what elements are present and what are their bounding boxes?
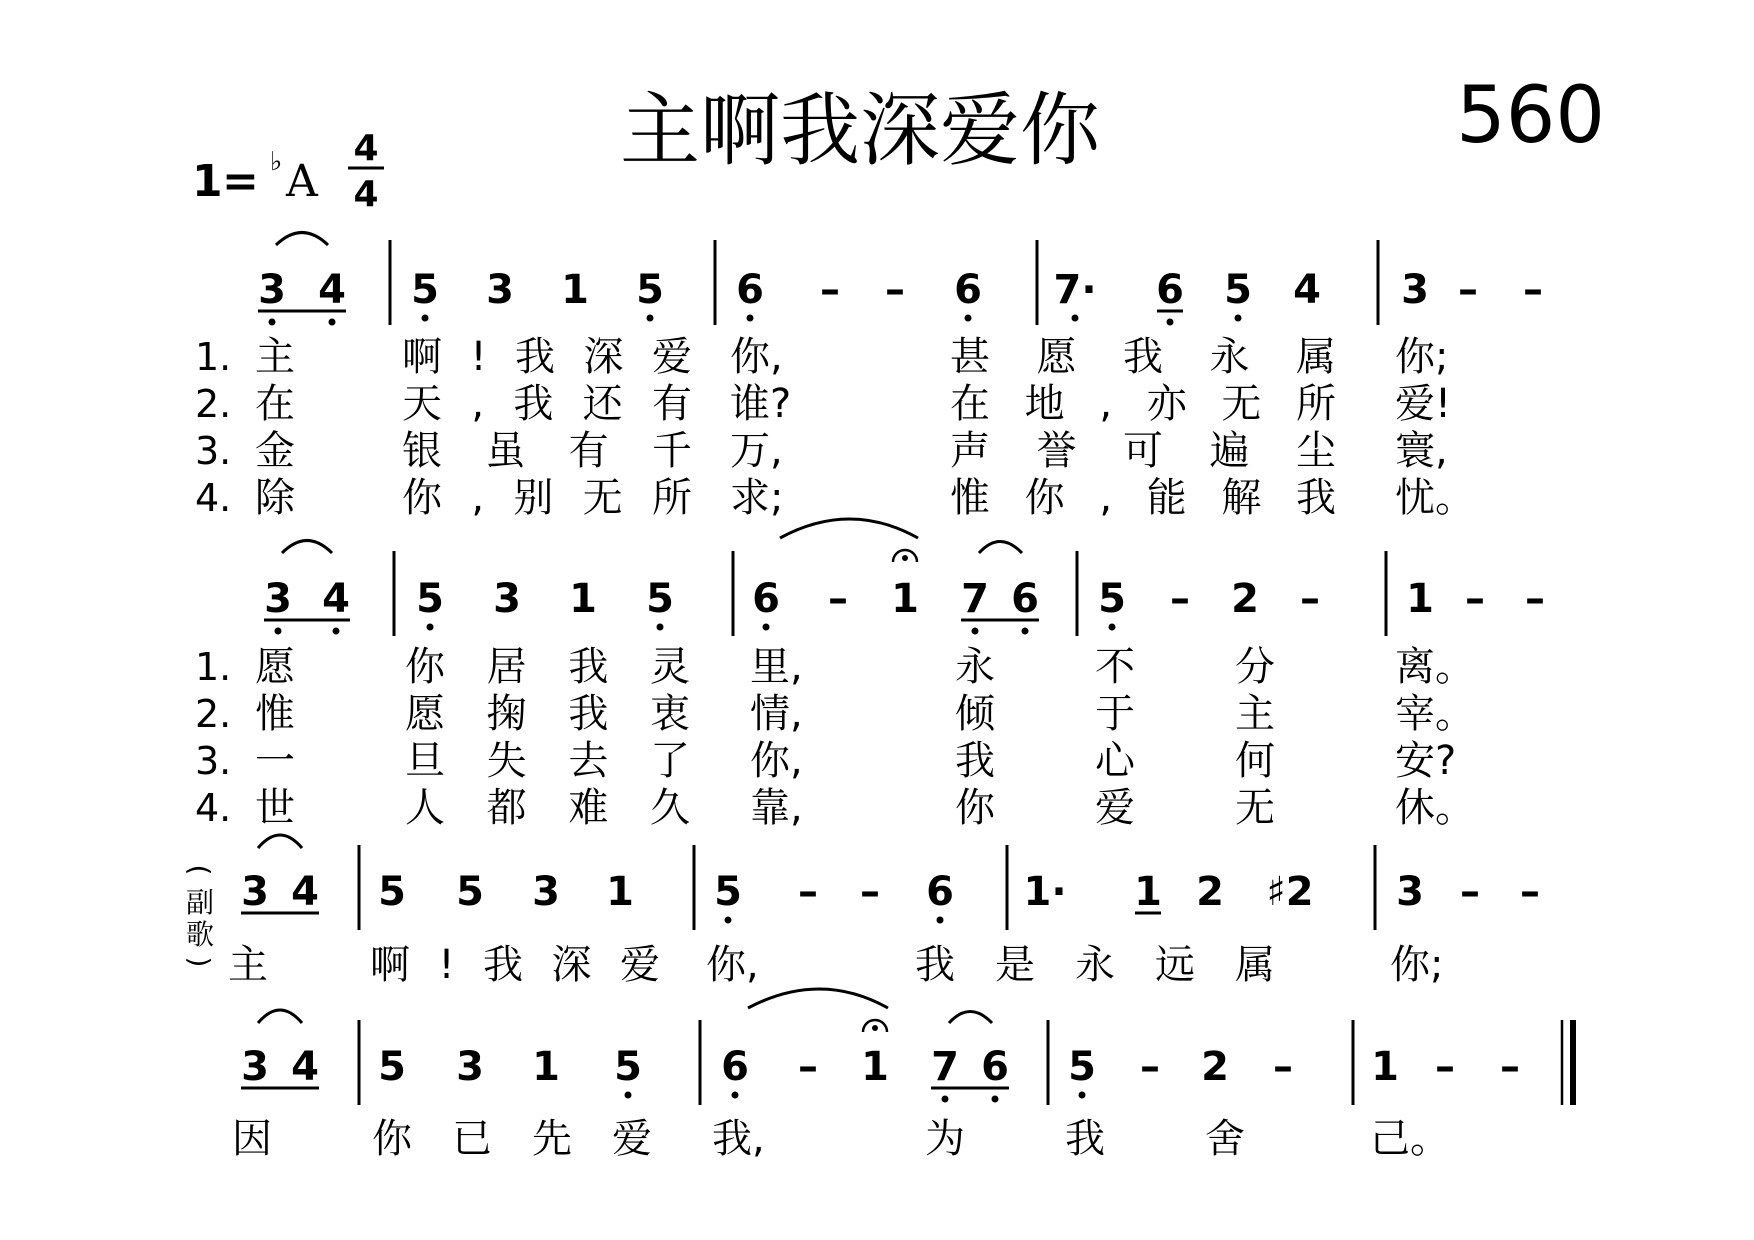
lyric-line-4 xyxy=(195,475,1475,521)
note: 7 xyxy=(961,576,989,622)
lyric-pickup: 金 xyxy=(255,428,295,474)
note: 1· xyxy=(1023,869,1067,915)
lyric-measure: 情, xyxy=(750,691,803,737)
hymn-title: 主啊我深爱你 xyxy=(620,84,1100,177)
note: 6 xyxy=(954,267,982,313)
hymn-number: 560 xyxy=(1456,71,1605,161)
key-flat: ♭ xyxy=(270,147,283,177)
note: 1 xyxy=(891,576,919,622)
tie xyxy=(780,519,918,538)
verse-number: 2. xyxy=(195,692,232,736)
lyric-measure: 休。 xyxy=(1395,785,1475,831)
note: – xyxy=(1435,1044,1455,1090)
verse-number: 2. xyxy=(195,382,232,426)
note: 5 xyxy=(636,267,664,313)
note: 1 xyxy=(861,1044,889,1090)
note: – xyxy=(1458,267,1478,313)
note: 5 xyxy=(614,1044,642,1090)
lyric-measure: 谁? xyxy=(730,381,792,427)
low-octave-dot xyxy=(937,917,944,924)
lyric-measure: 靠, xyxy=(750,785,803,831)
low-octave-dot xyxy=(1072,315,1079,322)
fermata-dot xyxy=(902,555,908,561)
notes-row xyxy=(241,835,1540,930)
lyric-measure: 你爱无 xyxy=(955,785,1275,831)
lyric-measure: 你; xyxy=(1390,942,1444,988)
note: – xyxy=(1300,576,1320,622)
note: 5 xyxy=(456,869,484,915)
note: 1 xyxy=(1134,869,1162,915)
slur xyxy=(258,835,302,848)
note: – xyxy=(798,869,818,915)
note: – xyxy=(1170,576,1190,622)
key-equals: = xyxy=(222,156,259,207)
slur xyxy=(276,233,328,246)
low-octave-dot xyxy=(427,624,434,631)
lyric-measure: 离。 xyxy=(1395,644,1475,690)
lyric-pickup: 世 xyxy=(255,785,295,831)
lyric-pickup: 因 xyxy=(232,1116,272,1162)
lyric-measure: 旦失去了 xyxy=(405,738,690,784)
lyric-measure: 己。 xyxy=(1370,1116,1450,1162)
lyric-measure: 安? xyxy=(1395,738,1457,784)
note: 1 xyxy=(606,869,634,915)
note: 3 xyxy=(532,869,560,915)
low-octave-dot xyxy=(732,1092,739,1099)
note: 3 xyxy=(493,576,521,622)
low-octave-dot xyxy=(992,1096,999,1103)
chorus-label-char-2: 歌 xyxy=(185,918,215,951)
lyric-measure: 爱! xyxy=(1395,381,1452,427)
note: 4 xyxy=(291,1044,319,1090)
lyric-measure: 啊!我深爱 xyxy=(370,942,660,988)
note: 1 xyxy=(1371,1044,1399,1090)
note: – xyxy=(1523,267,1543,313)
low-octave-dot xyxy=(942,1096,949,1103)
lyric-measure: 里, xyxy=(750,644,803,690)
lyric-line-2 xyxy=(195,381,1451,427)
lyric-measure: 愿掬我衷 xyxy=(405,691,690,737)
low-octave-dot xyxy=(965,315,972,322)
notes-row xyxy=(258,233,1543,326)
lyric-measure: 永不分 xyxy=(955,644,1275,690)
lyric-line-chorus xyxy=(228,942,1443,988)
lyric-pickup: 在 xyxy=(255,381,295,427)
low-octave-dot xyxy=(269,319,276,326)
note: 2 xyxy=(1196,869,1224,915)
verse-number: 4. xyxy=(195,476,232,520)
note: 5 xyxy=(646,576,674,622)
lyric-measure: 惟你,能解我 xyxy=(950,475,1336,521)
lyric-measure: 银虽有千 xyxy=(402,428,692,474)
note: 6 xyxy=(981,1044,1009,1090)
note: ♯2 xyxy=(1266,869,1314,915)
lyric-pickup: 主 xyxy=(228,942,268,988)
chorus-label-char-1: 副 xyxy=(185,886,215,919)
time-signature-bottom: 4 xyxy=(353,174,379,215)
system-3 xyxy=(228,835,1540,988)
low-octave-dot xyxy=(1167,319,1174,326)
time-signature-top: 4 xyxy=(353,128,379,169)
lyric-measure: 甚愿我永属 xyxy=(950,334,1336,380)
note: 3 xyxy=(486,267,514,313)
note: 3 xyxy=(1401,267,1429,313)
lyric-line-final xyxy=(232,1116,1450,1162)
system-1 xyxy=(195,233,1543,522)
lyric-pickup: 除 xyxy=(255,475,295,521)
time-signature xyxy=(348,128,384,215)
lyric-measure: 忧。 xyxy=(1395,475,1475,521)
low-octave-dot xyxy=(329,319,336,326)
lyric-pickup: 惟 xyxy=(255,691,295,737)
chorus-close-paren: ) xyxy=(183,956,216,968)
lyric-measure: 你, xyxy=(706,942,759,988)
slur xyxy=(979,542,1022,554)
note: 3 xyxy=(264,576,292,622)
lyric-measure: 在地,亦无所 xyxy=(950,381,1336,427)
note: 1 xyxy=(569,576,597,622)
verse-number: 4. xyxy=(195,786,232,830)
note: 7· xyxy=(1053,267,1097,313)
note: 2 xyxy=(1231,576,1259,622)
note: 7 xyxy=(931,1044,959,1090)
note: 5 xyxy=(416,576,444,622)
lyric-line-1 xyxy=(195,334,1448,380)
low-octave-dot xyxy=(763,624,770,631)
note: – xyxy=(1525,576,1545,622)
note: – xyxy=(828,576,848,622)
low-octave-dot xyxy=(1079,1092,1086,1099)
lyric-pickup: 一 xyxy=(255,738,295,784)
slur xyxy=(949,1012,992,1024)
low-octave-dot xyxy=(657,624,664,631)
note: – xyxy=(860,869,880,915)
note: 5 xyxy=(378,869,406,915)
lyric-line-3 xyxy=(195,738,1456,784)
lyric-measure: 你居我灵 xyxy=(405,644,690,690)
note: 5 xyxy=(378,1044,406,1090)
note: 3 xyxy=(258,267,286,313)
note: – xyxy=(885,267,905,313)
note: 1 xyxy=(1406,576,1434,622)
note: – xyxy=(1465,576,1485,622)
lyric-measure: 天,我还有 xyxy=(402,381,692,427)
slur xyxy=(258,1010,302,1023)
lyric-measure: 人都难久 xyxy=(405,785,690,831)
note: 1 xyxy=(561,267,589,313)
note: 4 xyxy=(1293,267,1321,313)
note: 3 xyxy=(456,1044,484,1090)
system-4 xyxy=(232,989,1573,1162)
lyric-pickup: 主 xyxy=(255,334,295,380)
note: 3 xyxy=(1396,869,1424,915)
verse-number: 1. xyxy=(195,335,232,379)
note: 4 xyxy=(291,869,319,915)
chorus-open-paren: ( xyxy=(183,864,216,876)
lyric-measure: 为我舍 xyxy=(925,1116,1245,1162)
lyric-measure: 声誉可遍尘 xyxy=(950,428,1336,474)
note: 1 xyxy=(532,1044,560,1090)
key-signature xyxy=(192,147,319,207)
note: 3 xyxy=(241,869,269,915)
low-octave-dot xyxy=(725,917,732,924)
low-octave-dot xyxy=(1022,628,1029,635)
lyric-measure: 我是永远属 xyxy=(915,942,1275,988)
note: – xyxy=(1520,869,1540,915)
note: 6 xyxy=(736,267,764,313)
note: 6 xyxy=(721,1044,749,1090)
note: – xyxy=(820,267,840,313)
low-octave-dot xyxy=(1109,624,1116,631)
low-octave-dot xyxy=(275,628,282,635)
lyric-line-4 xyxy=(195,785,1475,831)
lyric-measure: 你, xyxy=(730,334,783,380)
note: – xyxy=(1273,1044,1293,1090)
key-tonic: 1 xyxy=(192,156,223,207)
lyric-line-1 xyxy=(195,644,1475,690)
notes-row xyxy=(264,519,1545,636)
note: – xyxy=(798,1044,818,1090)
note: 5 xyxy=(714,869,742,915)
low-octave-dot xyxy=(1235,315,1242,322)
low-octave-dot xyxy=(422,315,429,322)
lyric-measure: 啊!我深爱 xyxy=(402,334,692,380)
lyric-measure: 我, xyxy=(712,1116,765,1162)
verse-number: 3. xyxy=(195,429,232,473)
lyric-measure: 寰, xyxy=(1395,428,1448,474)
verse-number: 3. xyxy=(195,739,232,783)
note: – xyxy=(1140,1044,1160,1090)
note: 6 xyxy=(1011,576,1039,622)
lyric-measure: 你已先爱 xyxy=(372,1116,652,1162)
note: 2 xyxy=(1201,1044,1229,1090)
system-2 xyxy=(195,519,1545,831)
note: – xyxy=(1460,869,1480,915)
note: 3 xyxy=(241,1044,269,1090)
note: – xyxy=(1500,1044,1520,1090)
lyric-line-3 xyxy=(195,428,1448,474)
lyric-measure: 我心何 xyxy=(955,738,1275,784)
low-octave-dot xyxy=(333,628,340,635)
note: 5 xyxy=(1224,267,1252,313)
lyric-measure: 你; xyxy=(1395,334,1449,380)
note: 5 xyxy=(411,267,439,313)
lyric-measure: 你,别无所 xyxy=(402,475,692,521)
lyric-measure: 万, xyxy=(730,428,783,474)
note: 5 xyxy=(1068,1044,1096,1090)
lyric-measure: 你, xyxy=(750,738,803,784)
chorus-label xyxy=(183,865,216,968)
key-letter: A xyxy=(286,156,318,207)
note: 5 xyxy=(1098,576,1126,622)
note: 4 xyxy=(322,576,350,622)
fermata-dot xyxy=(872,1025,878,1031)
lyric-measure: 求; xyxy=(730,475,784,521)
note: 6 xyxy=(1156,267,1184,313)
note: 4 xyxy=(318,267,346,313)
note: 6 xyxy=(752,576,780,622)
lyric-pickup: 愿 xyxy=(255,644,295,690)
note: 6 xyxy=(926,869,954,915)
low-octave-dot xyxy=(972,628,979,635)
lyric-measure: 宰。 xyxy=(1395,691,1475,737)
low-octave-dot xyxy=(647,315,654,322)
lyric-line-2 xyxy=(195,691,1475,737)
notes-row xyxy=(241,989,1573,1105)
tie xyxy=(748,989,888,1008)
slur xyxy=(282,541,332,554)
low-octave-dot xyxy=(625,1092,632,1099)
verse-number: 1. xyxy=(195,645,232,689)
lyric-measure: 倾于主 xyxy=(955,691,1275,737)
low-octave-dot xyxy=(747,315,754,322)
